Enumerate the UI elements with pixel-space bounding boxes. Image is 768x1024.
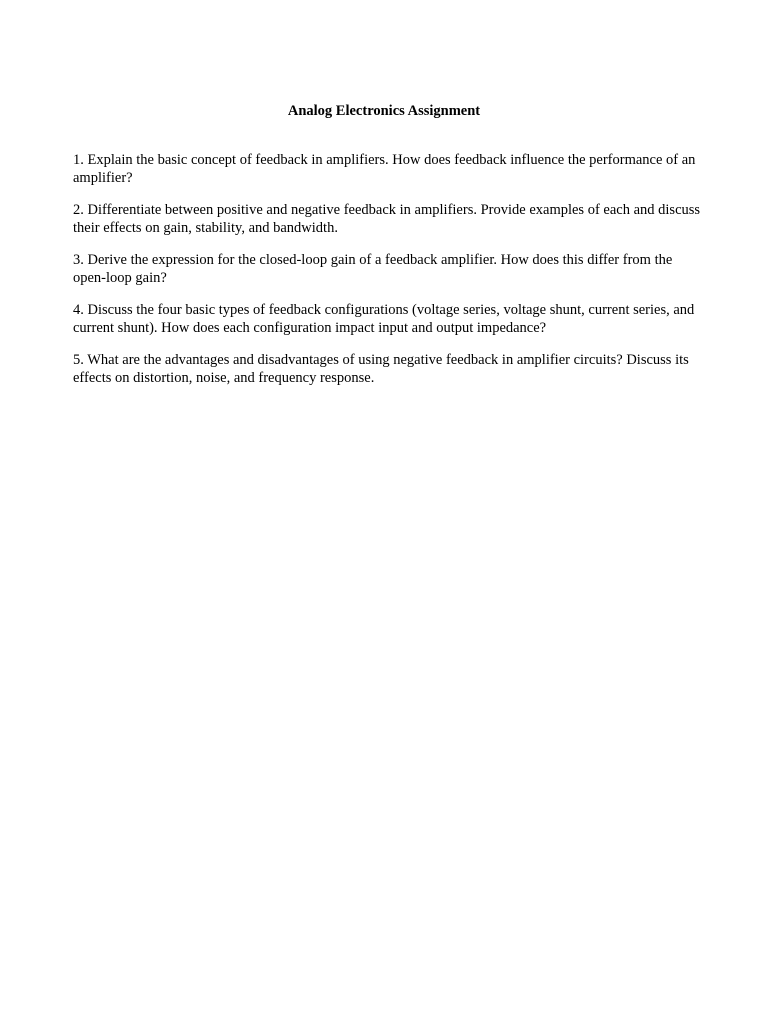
question-3: 3. Derive the expression for the closed-loop gain of a feedback amplifier. How does this differ from the open-loop gain? <box>73 252 673 286</box>
question-list <box>73 152 701 402</box>
question-5: 5. What are the advantages and disadvantages of using negative feedback in amplifier circuits? Discuss its effects on distortion, noise, and frequency response. <box>73 352 689 386</box>
document-title: Analog Electronics Assignment <box>287 103 481 119</box>
question-1: 1. Explain the basic concept of feedback in amplifiers. How does feedback influence the performance of an amplifier? <box>73 152 696 186</box>
question-2: 2. Differentiate between positive and negative feedback in amplifiers. Provide examples of each and discuss their effects on gain, stability, and bandwidth. <box>73 202 701 236</box>
question-4: 4. Discuss the four basic types of feedback configurations (voltage series, voltage shunt, current series, and current shunt). How does each configuration impact input and output impedance? <box>73 302 695 336</box>
